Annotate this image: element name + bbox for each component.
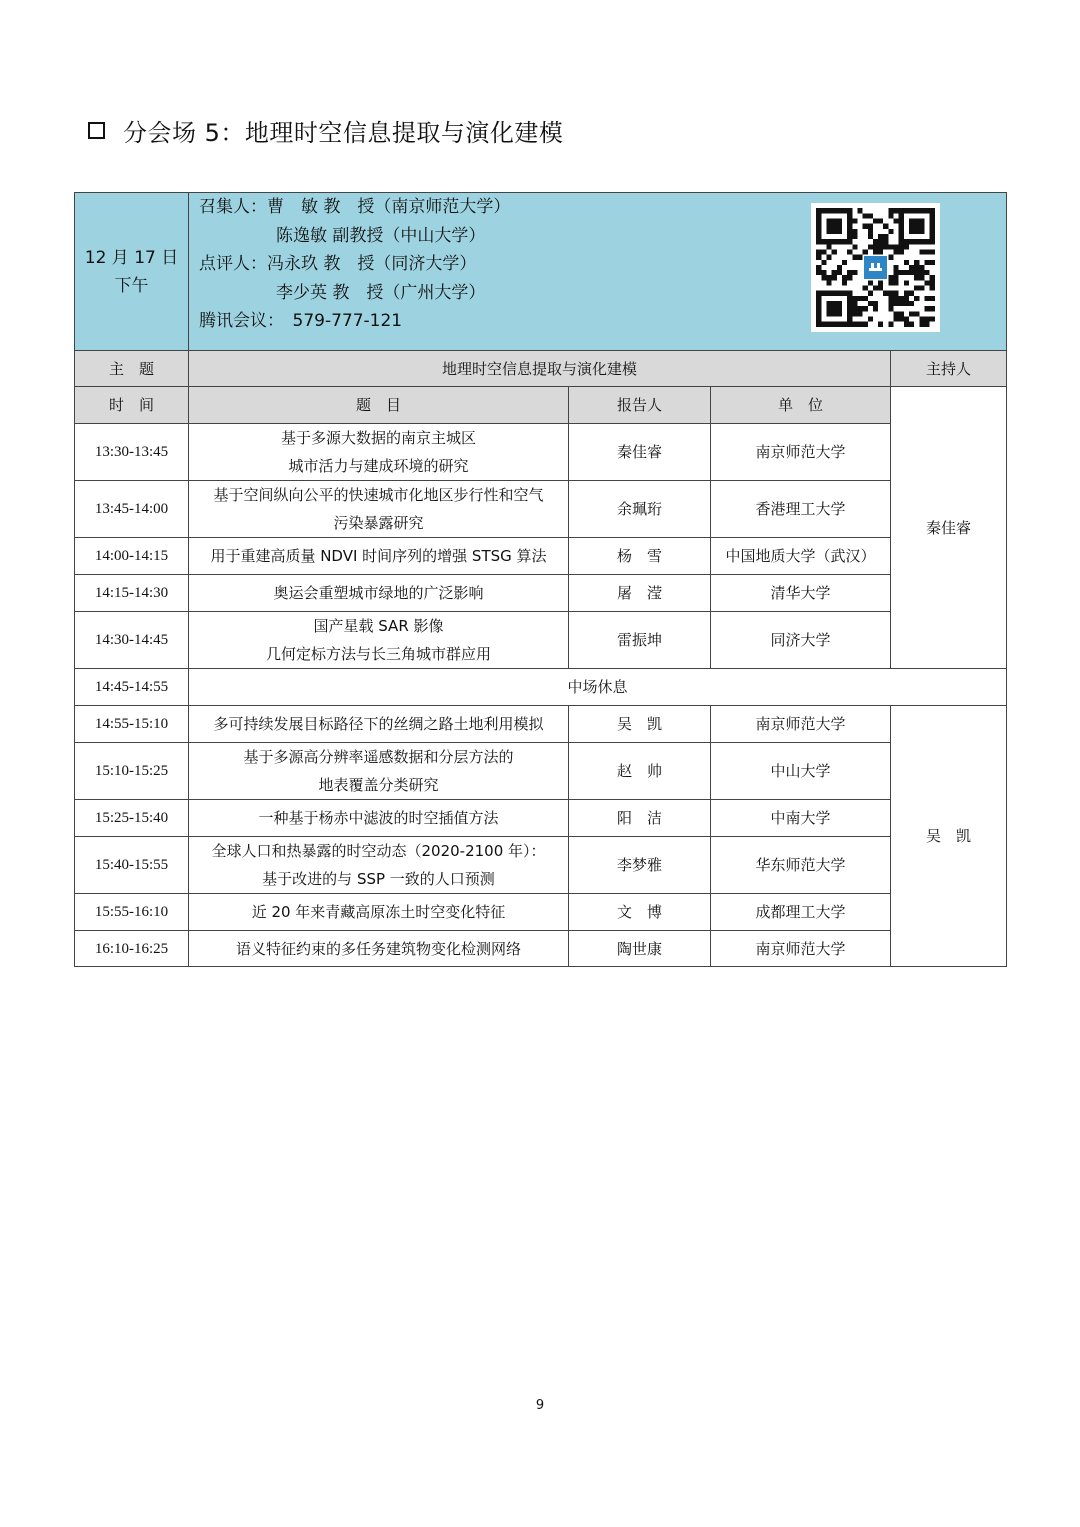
row-title: 用于重建高质量 NDVI 时间序列的增强 STSG 算法 bbox=[189, 538, 569, 575]
col-unit: 单 位 bbox=[711, 387, 891, 424]
row-title: 全球人口和热暴露的时空动态（2020-2100 年）： 基于改进的与 SSP 一致的人口预测 bbox=[189, 837, 569, 894]
organizer-cell bbox=[189, 193, 1007, 351]
tencent-meeting-line: 腾讯会议： 579-777-121 bbox=[199, 311, 403, 331]
section-heading bbox=[88, 112, 563, 148]
host-cell-second: 吴 凯 bbox=[891, 706, 1007, 967]
convener-line-2: 陈逸敏 副教授（中山大学） bbox=[276, 225, 486, 246]
row-unit: 同济大学 bbox=[711, 612, 891, 669]
break-row bbox=[75, 669, 1007, 706]
row-unit: 成都理工大学 bbox=[711, 894, 891, 931]
date-cell bbox=[75, 193, 189, 351]
row-unit: 南京师范大学 bbox=[711, 706, 891, 743]
table-row bbox=[75, 894, 1007, 931]
row-time: 13:45-14:00 bbox=[75, 481, 189, 538]
page-number: 9 bbox=[535, 1398, 545, 1413]
row-speaker: 杨 雪 bbox=[569, 538, 711, 575]
schedule-table bbox=[74, 192, 1007, 967]
row-speaker: 陶世康 bbox=[569, 931, 711, 967]
row-title: 语义特征约束的多任务建筑物变化检测网络 bbox=[189, 931, 569, 967]
reviewer-line-2: 李少英 教 授（广州大学） bbox=[276, 282, 486, 303]
col-speaker: 报告人 bbox=[569, 387, 711, 424]
theme-label: 主 题 bbox=[75, 351, 189, 387]
row-title: 国产星载 SAR 影像 几何定标方法与长三角城市群应用 bbox=[189, 612, 569, 669]
theme-row bbox=[75, 351, 1007, 387]
table-row bbox=[75, 575, 1007, 612]
row-time: 15:10-15:25 bbox=[75, 743, 189, 800]
row-time: 13:30-13:45 bbox=[75, 424, 189, 481]
checkbox-square-icon bbox=[88, 122, 105, 139]
host-cell-first: 秦佳睿 bbox=[891, 387, 1007, 669]
row-title: 奥运会重塑城市绿地的广泛影响 bbox=[189, 575, 569, 612]
row-unit: 香港理工大学 bbox=[711, 481, 891, 538]
section-title: 分会场 5：地理时空信息提取与演化建模 bbox=[123, 118, 564, 147]
row-time: 14:00-14:15 bbox=[75, 538, 189, 575]
row-unit: 南京师范大学 bbox=[711, 424, 891, 481]
column-header-row bbox=[75, 387, 1007, 424]
row-speaker: 秦佳睿 bbox=[569, 424, 711, 481]
row-speaker: 屠 滢 bbox=[569, 575, 711, 612]
table-row bbox=[75, 706, 1007, 743]
table-row bbox=[75, 424, 1007, 481]
row-speaker: 阳 洁 bbox=[569, 800, 711, 837]
table-row bbox=[75, 931, 1007, 967]
row-title: 多可持续发展目标路径下的丝绸之路土地利用模拟 bbox=[189, 706, 569, 743]
reviewer-line: 点评人：冯永玖 教 授（同济大学） bbox=[199, 254, 477, 274]
info-row bbox=[75, 193, 1007, 351]
row-unit: 中山大学 bbox=[711, 743, 891, 800]
row-speaker: 雷振坤 bbox=[569, 612, 711, 669]
qr-code-icon[interactable] bbox=[811, 203, 940, 332]
table-row bbox=[75, 612, 1007, 669]
row-unit: 中国地质大学（武汉） bbox=[711, 538, 891, 575]
col-time: 时 间 bbox=[75, 387, 189, 424]
row-speaker: 李梦雅 bbox=[569, 837, 711, 894]
table-row bbox=[75, 538, 1007, 575]
row-time: 15:55-16:10 bbox=[75, 894, 189, 931]
table-row bbox=[75, 800, 1007, 837]
row-time: 14:15-14:30 bbox=[75, 575, 189, 612]
row-time: 15:40-15:55 bbox=[75, 837, 189, 894]
row-title: 基于多源高分辨率遥感数据和分层方法的 地表覆盖分类研究 bbox=[189, 743, 569, 800]
row-speaker: 吴 凯 bbox=[569, 706, 711, 743]
break-time: 14:45-14:55 bbox=[75, 669, 189, 706]
row-speaker: 赵 帅 bbox=[569, 743, 711, 800]
row-unit: 中南大学 bbox=[711, 800, 891, 837]
table-row bbox=[75, 743, 1007, 800]
row-title: 基于空间纵向公平的快速城市化地区步行性和空气 污染暴露研究 bbox=[189, 481, 569, 538]
row-title: 近 20 年来青藏高原冻土时空变化特征 bbox=[189, 894, 569, 931]
row-speaker: 文 博 bbox=[569, 894, 711, 931]
row-time: 14:30-14:45 bbox=[75, 612, 189, 669]
theme-value: 地理时空信息提取与演化建模 bbox=[189, 351, 891, 387]
convener-line: 召集人：曹 敏 教 授（南京师范大学） bbox=[199, 197, 511, 217]
table-row bbox=[75, 481, 1007, 538]
break-label: 中场休息 bbox=[189, 669, 1007, 706]
session-period: 下午 bbox=[114, 275, 149, 296]
row-unit: 清华大学 bbox=[711, 575, 891, 612]
row-title: 基于多源大数据的南京主城区 城市活力与建成环境的研究 bbox=[189, 424, 569, 481]
row-unit: 华东师范大学 bbox=[711, 837, 891, 894]
row-unit: 南京师范大学 bbox=[711, 931, 891, 967]
row-time: 14:55-15:10 bbox=[75, 706, 189, 743]
table-row bbox=[75, 837, 1007, 894]
host-label: 主持人 bbox=[891, 351, 1007, 387]
row-title: 一种基于杨赤中滤波的时空插值方法 bbox=[189, 800, 569, 837]
row-time: 16:10-16:25 bbox=[75, 931, 189, 967]
session-date: 12 月 17 日 bbox=[84, 247, 179, 268]
col-title: 题 目 bbox=[189, 387, 569, 424]
row-speaker: 余珮珩 bbox=[569, 481, 711, 538]
row-time: 15:25-15:40 bbox=[75, 800, 189, 837]
